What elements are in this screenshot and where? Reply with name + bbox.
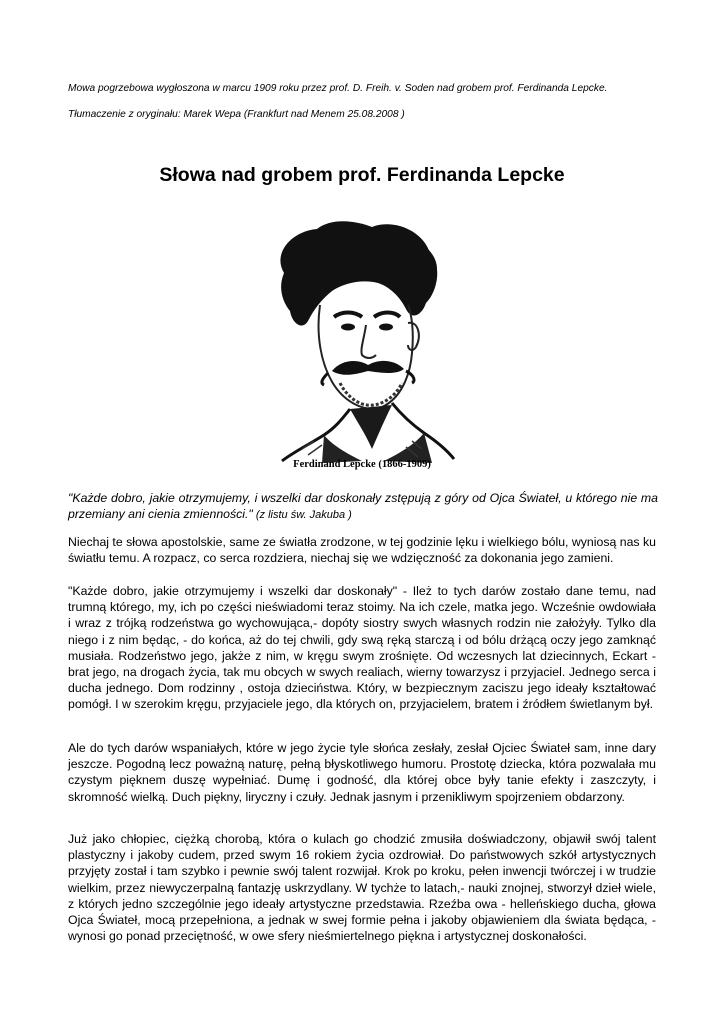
portrait-caption: Ferdinand Lepcke (1866-1909) [293,459,431,470]
paragraph: Już jako chłopiec, ciężką chorobą, która o kulach go chodzić zmusiła doświadczony, objawił swój talent plastyczny i jakoby cudem, przed swym 16 rokiem życia ozdrowiał. Do państwowych szkół artystycznych przyjęty został i tam szybko i pewnie swój talent rozwijał. Krok po kroku, pełen inwencji twórczej i w trudzie wielkim, przez niewyczerpalną fantazję uskrzydlany. W tychże to latach,- nauki znojnej, stworzył dzieł wiele, z których jedno szczególnie jego ideały artystyczne przedstawia. Rzeźba owa - helleńskiego ducha, głowa Ojca Świateł, mocą przepełniona, a jednak w swej formie pełna i jakoby objawieniem dla świata będąca, - wynosi go ponad przeciętność, w owe sfery nieśmiertelnego piękna i artystycznej doskonałości. [68,832,656,944]
quote-source: (z listu św. Jakuba ) [252,509,352,521]
page-title: Słowa nad grobem prof. Ferdinanda Lepcke [159,164,565,186]
quote-text: "Każde dobro, jakie otrzymujemy, i wszelki dar doskonały zstępują z góry od Ojca Świateł, u którego nie ma przemiany ani cienia zmienności." [68,491,658,521]
portrait-image [262,213,462,475]
paragraph: "Każde dobro, jakie otrzymujemy i wszelki dar doskonały" - Ileż to tych darów zostało dane temu, nad trumną którego, my, ich po części nieświadomi teraz stoimy. Na ich czele, matka jego. Wcześnie owdowiała i wraz z trójką rodzeństwa go wychowująca,- dopóty siostry swych własnych rodzin nie założyły. Tylko dla niego i z nim będąc, - do końca, aż do tej chwili, gdy swą ręką starczą i od bólu drżącą oczy jego zamknąć musiała. Rodzeństwo jego, jakże z nim, w kręgu swym zrośnięte. Od wczesnych lat dziecinnych, Eckart - brat jego, na drogach życia, tak mu obcych w swych realiach, wierny towarzysz i przyjaciel. Jednego serca i ducha jednego. Dom rodzinny , ostoja dzieciństwa. Który, w bezpiecznym zaciszu jego ideały kształtować pomógł. I w szerokim kręgu, przyjaciele jego, dla których on, przyjacielem, bratem i źródłem świetlanym był. [68,584,656,712]
paragraph: Ale do tych darów wspaniałych, które w jego życie tyle słońca zesłały, zesłał Ojciec Świateł sam, inne dary jeszcze. Pogodną lecz poważną naturę, pełną błyskotliwego humoru. Prostotę dziecka, która pozwalała mu czystym pięknem duszę wypełniać. Dumę i godność, dla której obce były tanie efekty i zaszczyty, i skromność wielką. Duch piękny, liryczny i czuły. Jednak jasnym i przenikliwym spojrzeniem obdarzony. [68,741,656,804]
speech-note: Mowa pogrzebowa wygłoszona w marcu 1909 roku przez prof. D. Freih. v. Soden nad grobem prof. Ferdinanda Lepcke. [68,83,608,94]
paragraph: Niechaj te słowa apostolskie, same ze światła zrodzone, w tej godzinie lęku i wielkiego bólu, wyniosą nas ku światłu temu. A rozpacz, co serca rozdziera, niechaj się we wdzięczność za dokonania jego zamieni. [68,535,656,566]
portrait-drawing [280,221,454,463]
translation-note: Tłumaczenie z oryginału: Marek Wepa (Frankfurt nad Menem 25.08.2008 ) [68,109,405,120]
epigraph-quote [68,490,658,523]
